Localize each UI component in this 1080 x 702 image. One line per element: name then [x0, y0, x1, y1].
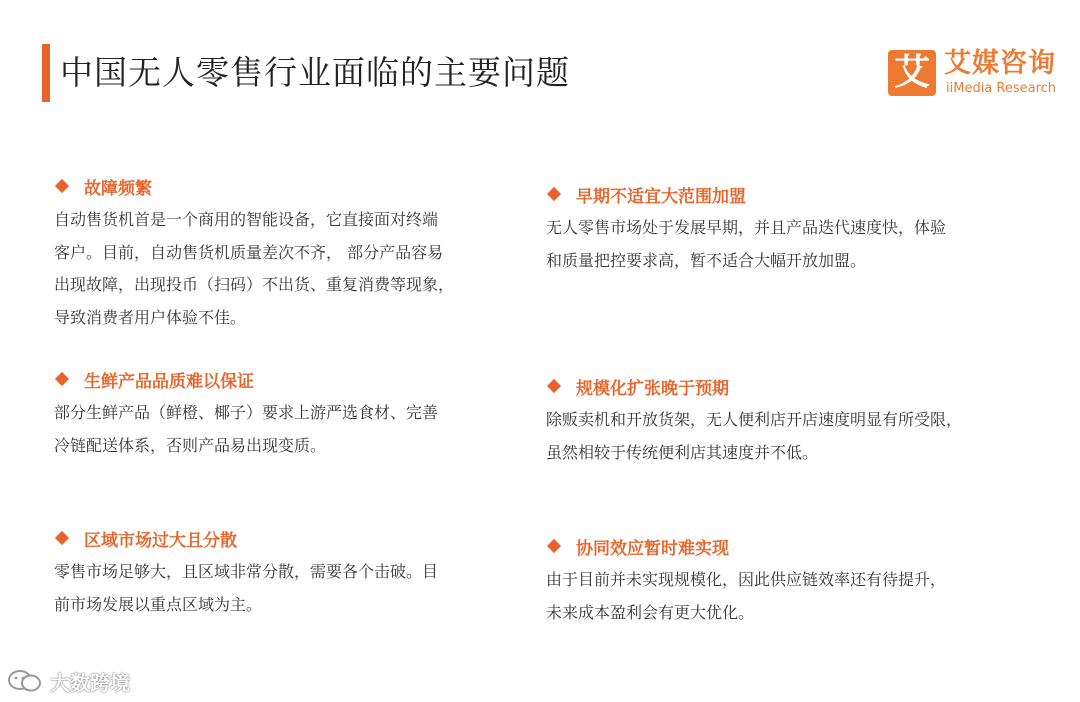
- section-heading: [54, 524, 514, 552]
- section-body: [546, 404, 1001, 469]
- watermark-text: 大数跨境: [50, 670, 130, 695]
- diamond-bullet-icon: [547, 187, 561, 201]
- diamond-bullet-icon: [55, 372, 69, 386]
- section-heading-label: 规模化扩张晚于预期: [576, 378, 729, 399]
- section-heading-label: 早期不适宜大范围加盟: [576, 186, 746, 207]
- diamond-bullet-icon: [55, 531, 69, 545]
- body-line: 部分生鲜产品（鲜橙、椰子）要求上游严选食材、完善: [54, 403, 439, 422]
- logo-mark: 艾: [888, 50, 936, 96]
- body-line: 未来成本盈利会有更大优化。: [546, 602, 755, 622]
- body-line: 无人零售市场处于发展早期，并且产品迭代速度快，体验: [546, 218, 947, 237]
- section-body: [54, 397, 509, 462]
- section-heading: [54, 172, 514, 200]
- section-early-franchise: [546, 180, 1006, 277]
- section-heading: [546, 372, 1006, 400]
- section-body: [54, 204, 509, 334]
- section-heading-label: 生鲜产品品质难以保证: [84, 371, 254, 392]
- body-line: 由于目前并未实现规模化，因此供应链效率还有待提升，: [546, 570, 947, 589]
- body-line: 前市场发展以重点区域为主。: [54, 594, 263, 614]
- body-line: 和质量把控要求高，暂不适合大幅开放加盟。: [546, 250, 867, 270]
- title-accent-bar: [42, 44, 50, 102]
- body-line: 客户。目前，自动售货机质量差次不齐， 部分产品容易: [54, 242, 444, 262]
- section-heading-label: 区域市场过大且分散: [84, 530, 237, 551]
- body-line: 零售市场足够大，且区域非常分散，需要各个击破。目: [54, 562, 439, 581]
- body-line: 自动售货机首是一个商用的智能设备，它直接面对终端: [54, 210, 439, 229]
- body-line: 导致消费者用户体验不佳。: [54, 307, 247, 327]
- body-line: 出现故障，出现投币（扫码）不出货、重复消费等现象，: [54, 275, 455, 294]
- section-regional-market: [54, 524, 514, 621]
- body-line: 冷链配送体系，否则产品易出现变质。: [54, 435, 327, 455]
- section-fault-frequency: [54, 172, 514, 334]
- body-line: 除贩卖机和开放货架，无人便利店开店速度明显有所受限，: [546, 410, 963, 429]
- section-heading: [54, 365, 514, 393]
- diamond-bullet-icon: [55, 179, 69, 193]
- wechat-icon: [6, 668, 44, 694]
- watermark: [6, 664, 130, 698]
- diamond-bullet-icon: [547, 379, 561, 393]
- section-heading-label: 协同效应暂时难实现: [576, 538, 729, 559]
- section-body: [54, 556, 509, 621]
- section-synergy: [546, 532, 1006, 629]
- section-body: [546, 564, 1001, 629]
- section-fresh-quality: [54, 365, 514, 462]
- body-line: 虽然相较于传统便利店其速度并不低。: [546, 442, 819, 462]
- logo: [888, 50, 1063, 98]
- section-heading: [546, 532, 1006, 560]
- section-heading: [546, 180, 1006, 208]
- logo-name-en: iiMedia Research: [946, 81, 1057, 96]
- page-title: 中国无人零售行业面临的主要问题: [60, 53, 570, 92]
- section-scale-expansion: [546, 372, 1006, 469]
- diamond-bullet-icon: [547, 539, 561, 553]
- logo-name-cn: 艾媒咨询: [944, 48, 1056, 79]
- section-body: [546, 212, 1001, 277]
- section-heading-label: 故障频繁: [84, 178, 152, 199]
